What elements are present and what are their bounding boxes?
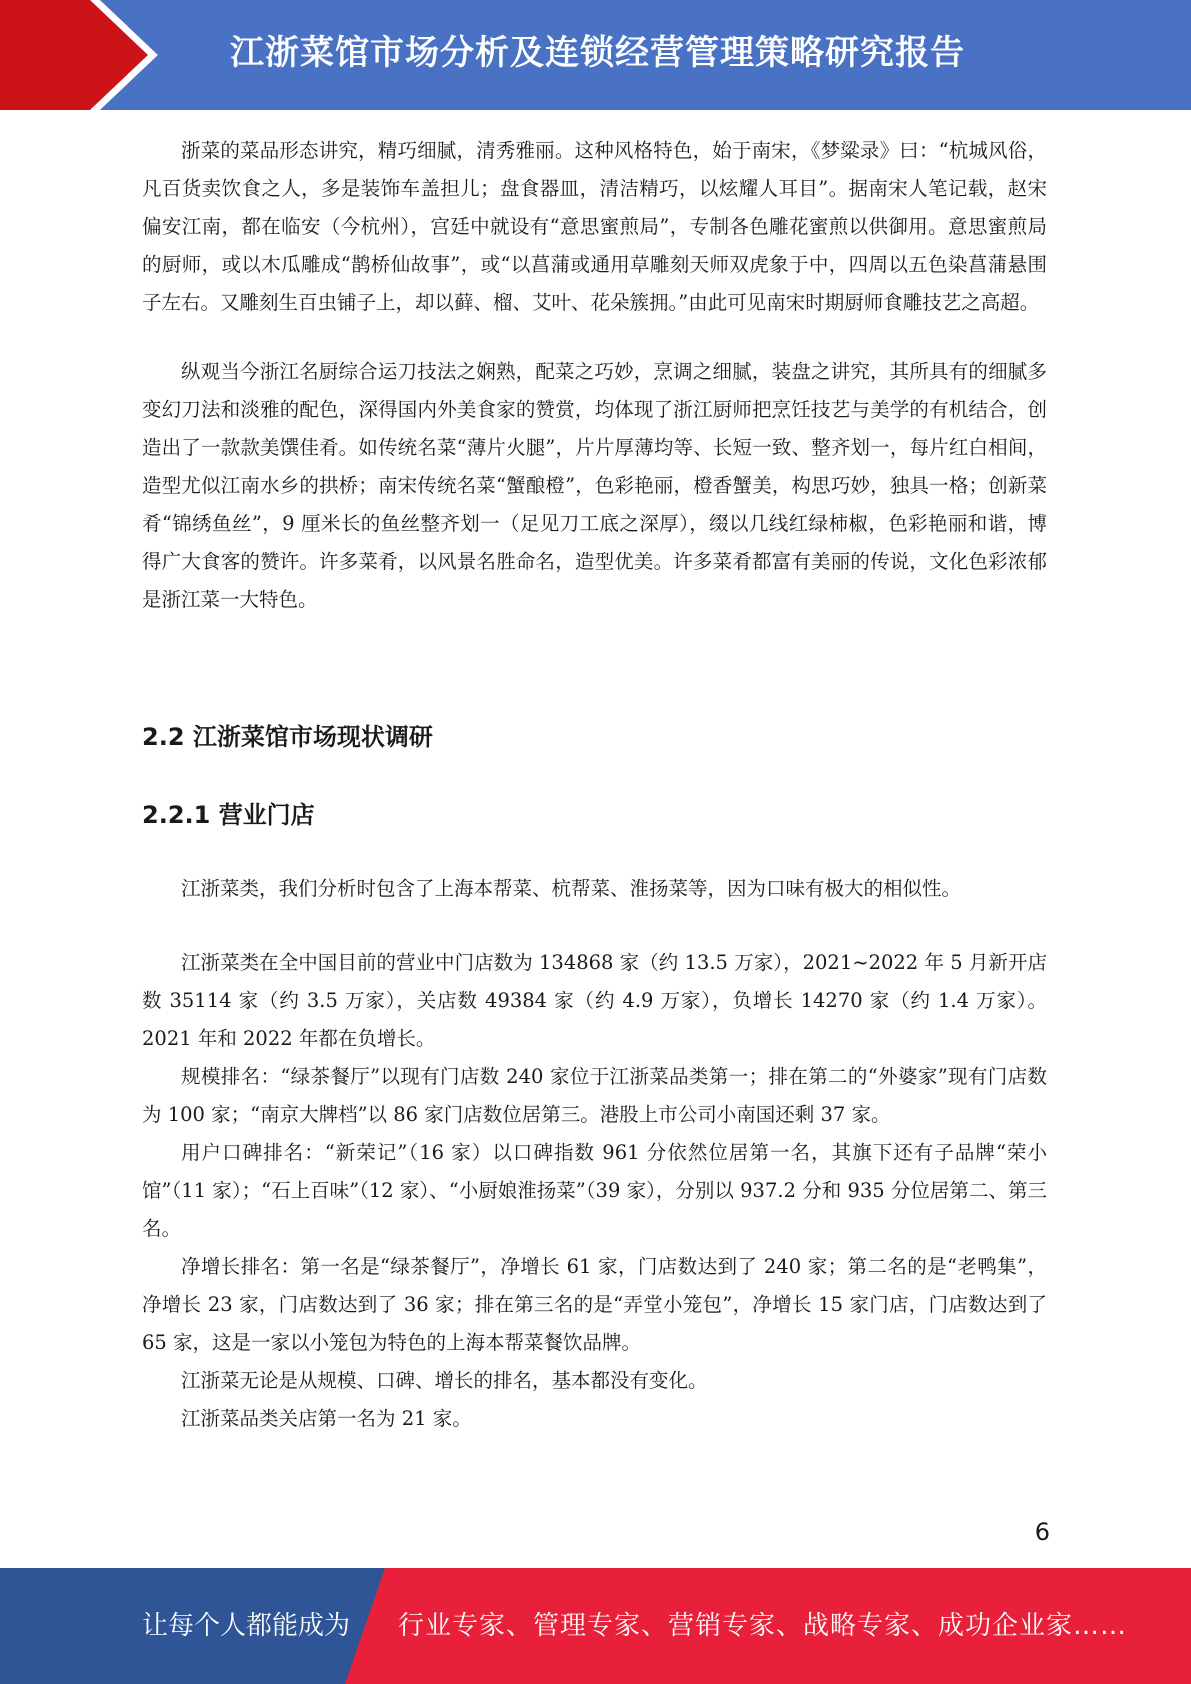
page-content	[142, 132, 1047, 1438]
footer-slogan-right: 行业专家、管理专家、营销专家、战略专家、成功企业家……	[398, 1611, 1128, 1641]
paragraph-intro-1: 浙菜的菜品形态讲究，精巧细腻，清秀雅丽。这种风格特色，始于南宋，《梦粱录》曰：“杭城风俗，凡百货卖饮食之人，多是装饰车盖担儿；盘食器皿，清洁精巧，以炫耀人耳目”。据南宋人笔记载，赵宋偏安江南，都在临安（今杭州），宫廷中就设有“意思蜜煎局”，专制各色雕花蜜煎以供御用。意思蜜煎局的厨师，或以木瓜雕成“鹊桥仙故事”，或“以菖蒲或通用草雕刻天师双虎象于中，四周以五色染菖蒲悬围子左右。又雕刻生百虫铺子上，却以藓、榴、艾叶、花朵簇拥。”由此可见南宋时期厨师食雕技艺之高超。	[142, 139, 1047, 314]
paragraph-reputation-ranking: 用户口碑排名：“新荣记”（16 家）以口碑指数 961 分依然位居第一名，其旗下还有子品牌“荣小馆”（11 家）；“石上百味”（12 家）、“小厨娘淮扬菜”（39 家），分别以 937.2 分和 935 分位居第二、第三名。	[142, 1141, 1047, 1240]
subsection-heading: 2.2.1 营业门店	[142, 801, 315, 829]
section-heading: 2.2 江浙菜馆市场现状调研	[142, 723, 433, 751]
page-number: 6	[1034, 1518, 1050, 1546]
paragraph-closures: 江浙菜品类关店第一名为 21 家。	[181, 1407, 472, 1430]
paragraph-store-stats: 江浙菜类在全中国目前的营业中门店数为 134868 家（约 13.5 万家），2021~2022 年 5 月新开店数 35114 家（约 3.5 万家），关店数 49384 家（约 4.9 万家），负增长 14270 家（约 1.4 万家）。2021 年和 2022 年都在负增长。	[142, 951, 1047, 1050]
paragraph-no-change: 江浙菜无论是从规模、口碑、增长的排名，基本都没有变化。	[181, 1369, 708, 1392]
footer-slogan-left: 让每个人都能成为	[142, 1611, 351, 1641]
paragraph-scope: 江浙菜类，我们分析时包含了上海本帮菜、杭帮菜、淮扬菜等，因为口味有极大的相似性。	[181, 877, 962, 900]
header-banner	[0, 0, 1191, 110]
paragraph-intro-2: 纵观当今浙江名厨综合运刀技法之娴熟，配菜之巧妙，烹调之细腻，装盘之讲究，其所具有的细腻多变幻刀法和淡雅的配色，深得国内外美食家的赞赏，均体现了浙江厨师把烹饪技艺与美学的有机结合，创造出了一款款美馔佳肴。如传统名菜“薄片火腿”，片片厚薄均等、长短一致、整齐划一，每片红白相间，造型尤似江南水乡的拱桥；南宋传统名菜“蟹酿橙”，色彩艳丽，橙香蟹美，构思巧妙，独具一格；创新菜肴“锦绣鱼丝”，9 厘米长的鱼丝整齐划一（足见刀工底之深厚），缀以几线红绿柿椒，色彩艳丽和谐，博得广大食客的赞许。许多菜肴，以风景名胜命名，造型优美。许多菜肴都富有美丽的传说，文化色彩浓郁是浙江菜一大特色。	[142, 360, 1047, 611]
report-title: 江浙菜馆市场分析及连锁经营管理策略研究报告	[230, 33, 965, 73]
footer-banner	[0, 1568, 1191, 1684]
paragraph-growth-ranking: 净增长排名：第一名是“绿茶餐厅”，净增长 61 家，门店数达到了 240 家；第二名的是“老鸭集”，净增长 23 家，门店数达到了 36 家；排在第三名的是“弄堂小笼包”，净增长 15 家门店，门店数达到了 65 家，这是一家以小笼包为特色的上海本帮菜餐饮品牌。	[142, 1255, 1047, 1354]
paragraph-scale-ranking: 规模排名：“绿茶餐厅”以现有门店数 240 家位于江浙菜品类第一；排在第二的“外婆家”现有门店数为 100 家；“南京大牌档”以 86 家门店数位居第三。港股上市公司小南国还剩 37 家。	[142, 1065, 1047, 1126]
